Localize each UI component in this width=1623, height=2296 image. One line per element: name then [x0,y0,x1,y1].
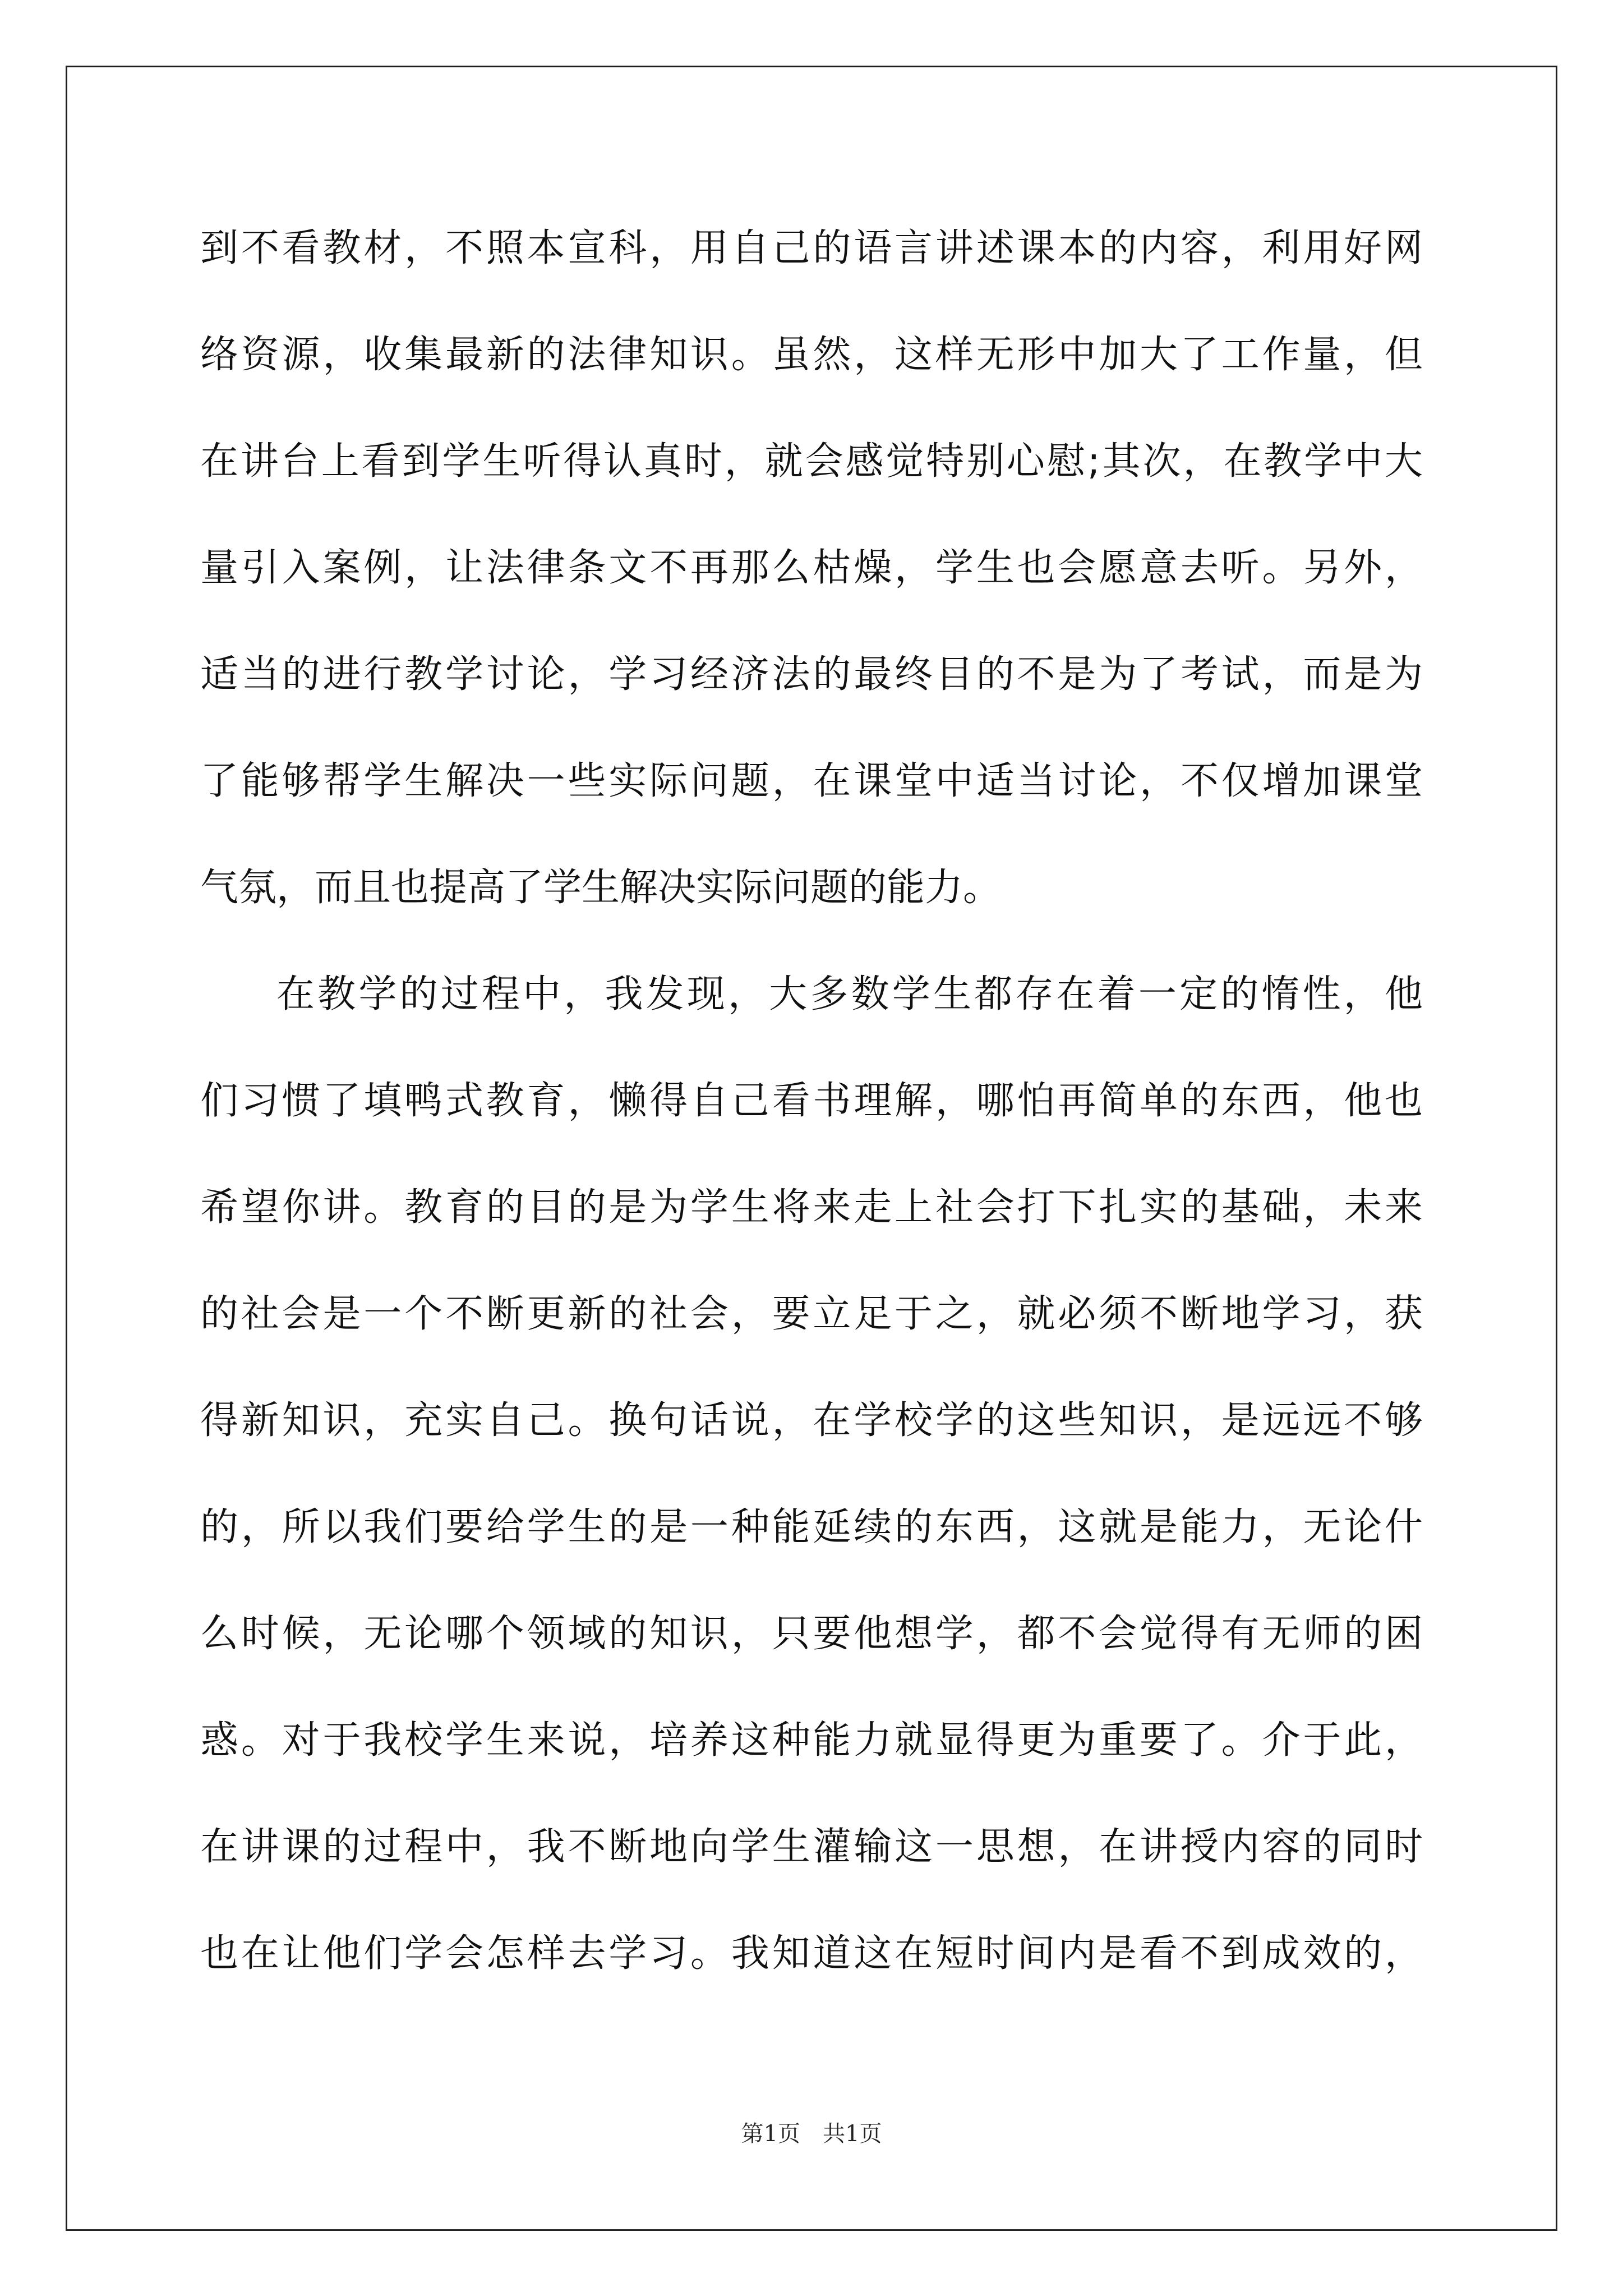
page-footer: 第1页 共1页 [741,2121,882,2147]
text-line: 也在让他们学会怎样去学习。我知道这在短时间内是看不到成效的， [200,1931,1423,1976]
text-line: 到不看教材，不照本宣科，用自己的语言讲述课本的内容，利用好网 [200,226,1423,270]
text-line: 了能够帮学生解决一些实际问题，在课堂中适当讨论，不仅增加课堂 [200,759,1423,803]
text-line: 的社会是一个不断更新的社会，要立足于之，就必须不断地学习，获 [200,1292,1423,1336]
text-line: 的，所以我们要给学生的是一种能延续的东西，这就是能力，无论什 [200,1505,1423,1549]
text-line: 适当的进行教学讨论，学习经济法的最终目的不是为了考试，而是为 [200,652,1423,697]
text-line: 希望你讲。教育的目的是为学生将来走上社会打下扎实的基础，未来 [200,1185,1423,1230]
text-line: 在讲台上看到学生听得认真时，就会感觉特别心慰;其次，在教学中大 [200,439,1423,484]
text-line: 么时候，无论哪个领域的知识，只要他想学，都不会觉得有无师的困 [200,1612,1423,1656]
paragraph-first-line: 在教学的过程中，我发现，大多数学生都存在着一定的惰性，他 [276,972,1423,1016]
text-line: 气氛，而且也提高了学生解决实际问题的能力。 [200,866,1002,910]
text-line: 络资源，收集最新的法律知识。虽然，这样无形中加大了工作量，但 [200,333,1423,377]
page-border [66,66,1557,2231]
text-line: 在讲课的过程中，我不断地向学生灌输这一思想，在讲授内容的同时 [200,1825,1423,1869]
text-line: 惑。对于我校学生来说，培养这种能力就显得更为重要了。介于此， [200,1718,1423,1763]
text-line: 们习惯了填鸭式教育，懒得自己看书理解，哪怕再简单的东西，他也 [200,1079,1423,1123]
text-line: 量引入案例，让法律条文不再那么枯燥，学生也会愿意去听。另外， [200,546,1423,590]
text-line: 得新知识，充实自己。换句话说，在学校学的这些知识，是远远不够 [200,1398,1423,1443]
